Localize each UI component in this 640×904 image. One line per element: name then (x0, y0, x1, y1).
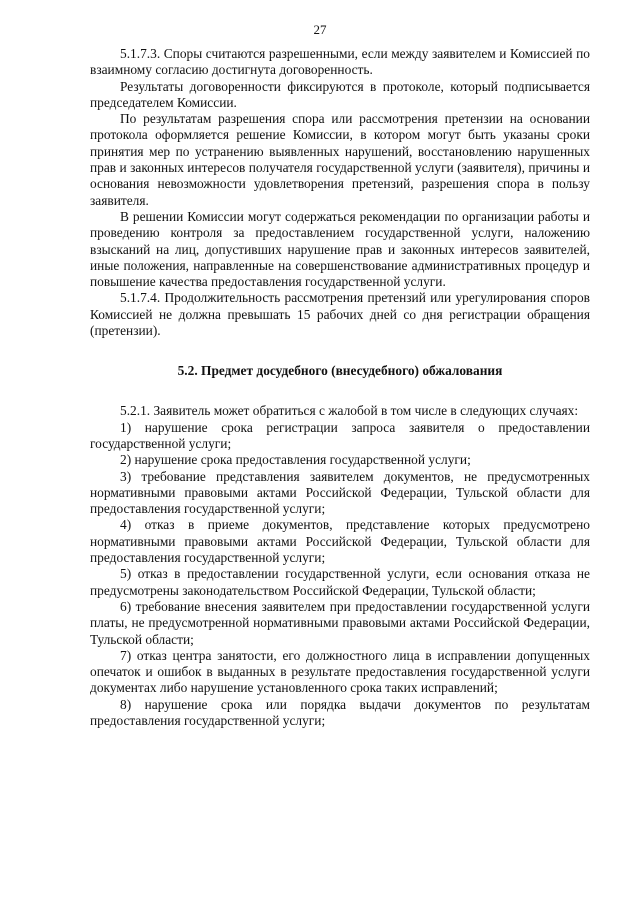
paragraph: Результаты договоренности фиксируются в протоколе, который подписывается председателем Комиссии. (90, 78, 590, 110)
list-item: 8) нарушение срока или порядка выдачи документов по результатам предоставления государственной услуги; (90, 696, 590, 728)
paragraph: 5.1.7.3. Споры считаются разрешенными, если между заявителем и Комиссией по взаимному согласию достигнута договоренность. (90, 46, 590, 78)
paragraph: По результатам разрешения спора или рассмотрения претензии на основании протокола оформляется решение Комиссии, в котором могут быть указаны сроки принятия мер по устранению выявленных нарушений, восстановлению нарушенных прав и законных интересов получателя государственной услуги (заявителя), причины и основания невозможности удовлетворения претензий, разрешения спора в пользу заявителя. (90, 111, 590, 208)
list-item: 4) отказ в приеме документов, представление которых предусмотрено нормативными правовыми актами Российской Федерации, Тульской области для предоставления государственной услуги; (90, 517, 590, 566)
list-item: 2) нарушение срока предоставления государственной услуги; (120, 452, 471, 468)
list-item: 6) требование внесения заявителем при предоставлении государственной услуги платы, не предусмотренной нормативными правовыми актами Российской Федерации, Тульской области; (90, 598, 590, 647)
paragraph: 5.2.1. Заявитель может обратиться с жалобой в том числе в следующих случаях: (120, 403, 579, 419)
list-item: 7) отказ центра занятости, его должностного лица в исправлении допущенных опечаток и ошибок в выданных в результате предоставления государственной услуги документах либо нарушение установленного срока таких исправлений; (90, 647, 590, 696)
section-heading: 5.2. Предмет досудебного (внесудебного) обжалования (177, 363, 503, 379)
list-item: 3) требование представления заявителем документов, не предусмотренных нормативными правовыми актами Российской Федерации, Тульской области для предоставления государственной услуги; (90, 468, 590, 517)
list-item: 5) отказ в предоставлении государственной услуги, если основания отказа не предусмотрены законодательством Российской Федерации, Тульской области; (90, 566, 590, 598)
document-body (90, 46, 590, 729)
list-item: 1) нарушение срока регистрации запроса заявителя о предоставлении государственной услуги; (90, 419, 590, 451)
paragraph: В решении Комиссии могут содержаться рекомендации по организации работы и проведению контроля за предоставлением государственной услуги, наложению взысканий на лиц, допустивших нарушение прав и законных интересов заявителей, иные положения, направленные на совершенствование административных процедур и повышение качества предоставления государственной услуги. (90, 208, 590, 290)
paragraph: 5.1.7.4. Продолжительность рассмотрения претензий или урегулирования споров Комиссией не должна превышать 15 рабочих дней со дня регистрации обращения (претензии). (90, 290, 590, 339)
page-number: 27 (313, 22, 327, 37)
